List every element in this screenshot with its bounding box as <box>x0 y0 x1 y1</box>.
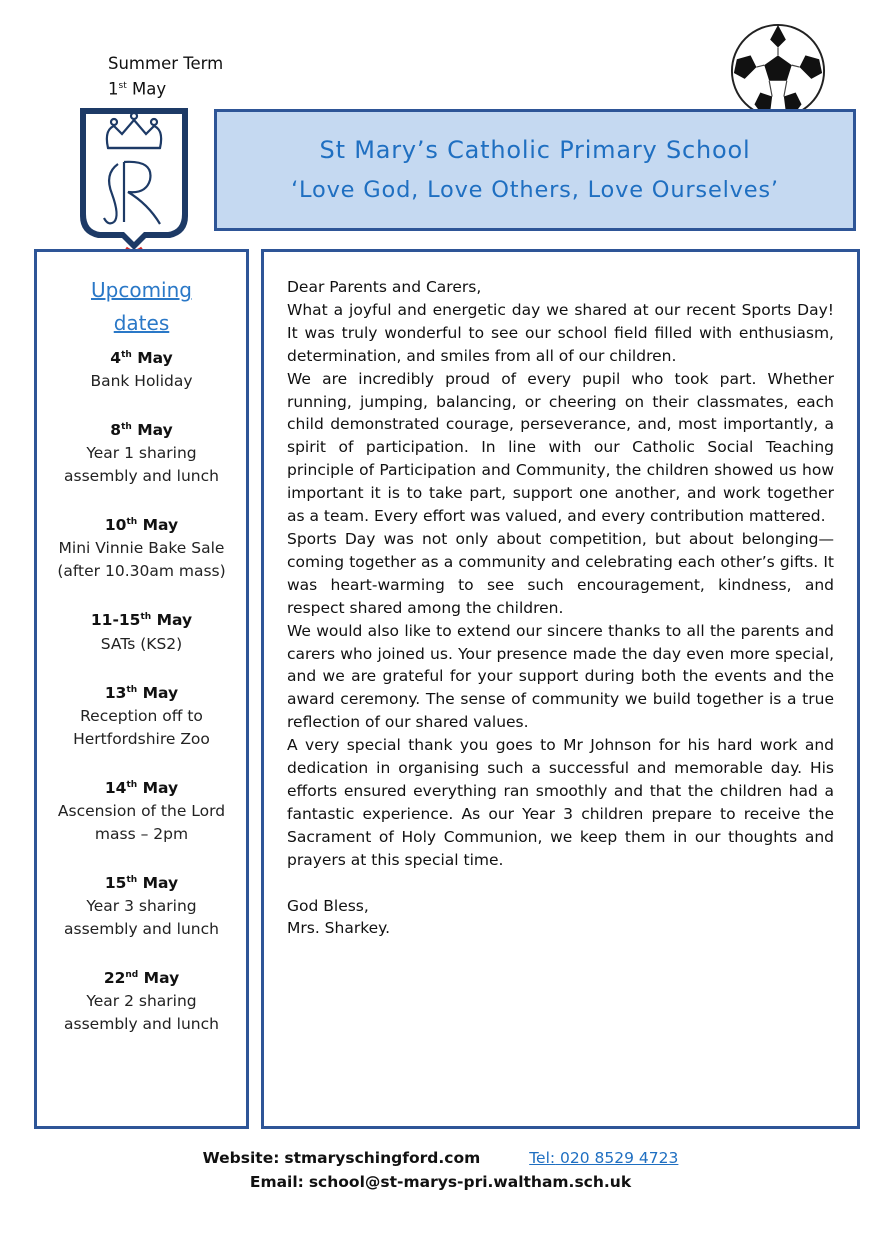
letter-closing: God Bless, <box>287 896 369 915</box>
event-month: May <box>156 611 193 630</box>
event-date <box>37 964 246 990</box>
term-date <box>108 52 223 101</box>
event-day: 14 <box>104 778 127 797</box>
event-item <box>37 964 246 1036</box>
letter-signoff <box>287 895 834 941</box>
event-description: Ascension of the Lord mass – 2pm <box>57 801 226 843</box>
footer-line-2 <box>0 1170 881 1194</box>
event-item <box>37 344 246 393</box>
term-label: Summer Term <box>108 54 224 73</box>
event-day-suffix: th <box>126 874 138 885</box>
event-day-suffix: th <box>126 684 138 695</box>
event-item <box>37 511 246 583</box>
event-item <box>37 416 246 488</box>
event-day: 13 <box>104 683 127 702</box>
event-day-suffix: th <box>126 517 138 528</box>
event-month: May <box>142 516 179 535</box>
issue-date-day: 1 <box>108 79 119 99</box>
event-list <box>37 344 246 1036</box>
event-item <box>37 774 246 846</box>
event-day: 11-15 <box>90 611 141 630</box>
telephone-label: Tel: <box>529 1149 556 1167</box>
event-day-suffix: th <box>121 350 132 360</box>
footer-line-1 <box>0 1146 881 1170</box>
event-description: Bank Holiday <box>90 372 193 391</box>
event-date <box>37 869 246 895</box>
football-icon <box>729 22 827 120</box>
school-crest-logo <box>74 104 194 252</box>
letter-paragraph: What a joyful and energetic day we shared at our recent Sports Day! It was truly wonderful to see our school field filled with enthusiasm, determination, and smiles from all of our children. <box>287 300 834 365</box>
school-banner <box>214 109 856 231</box>
event-month: May <box>143 969 180 988</box>
letter-paragraph: We are incredibly proud of every pupil who took part. Whether running, jumping, balancing, or cheering on their classmates, each child demonstrated courage, perseverance, and, most importantly, a spirit of participation. In line with our Catholic Social Teaching principle of Participation and Community, the children showed us how important it is to take part, support one another, and work together as a team. Every effort was valued, and every contribution mattered. <box>287 369 834 526</box>
event-month: May <box>137 349 173 368</box>
website-link[interactable]: stmaryschingford.com <box>284 1149 481 1167</box>
event-description: Year 1 sharing assembly and lunch <box>64 444 219 486</box>
event-description: SATs (KS2) <box>100 634 183 653</box>
event-day: 4 <box>110 349 122 368</box>
telephone-number: 020 8529 4723 <box>560 1149 679 1167</box>
event-date <box>37 774 246 800</box>
event-description: Year 3 sharing assembly and lunch <box>64 897 219 939</box>
school-motto: ‘Love God, Love Others, Love Ourselves’ <box>291 177 779 203</box>
school-name: St Mary’s Catholic Primary School <box>319 136 751 164</box>
telephone-link[interactable] <box>529 1149 678 1167</box>
event-month: May <box>142 683 179 702</box>
letter-signature: Mrs. Sharkey. <box>287 919 391 938</box>
issue-date-suffix: st <box>118 81 127 91</box>
event-date <box>37 511 246 537</box>
event-item <box>37 679 246 751</box>
event-day-suffix: nd <box>125 970 139 981</box>
event-day-suffix: th <box>126 779 138 790</box>
issue-date-month: May <box>131 79 167 99</box>
event-date <box>37 416 246 442</box>
event-date <box>37 606 246 632</box>
footer <box>0 1146 881 1194</box>
website-label: Website: <box>202 1149 280 1167</box>
event-description: Mini Vinnie Bake Sale (after 10.30am mass) <box>57 539 226 581</box>
event-day: 15 <box>104 874 127 893</box>
event-day-suffix: th <box>140 612 152 623</box>
event-day: 8 <box>110 421 122 440</box>
event-month: May <box>142 778 179 797</box>
letter-paragraph: Sports Day was not only about competition, but about belonging—coming together as a community and celebrating each other’s gifts. It was heart-warming to see such encouragement, kindness, and respect shared among the children. <box>287 529 834 617</box>
issue-date <box>108 75 223 101</box>
event-description: Reception off to Hertfordshire Zoo <box>73 706 210 748</box>
event-month: May <box>142 874 179 893</box>
email-link[interactable]: school@st-marys-pri.waltham.sch.uk <box>308 1173 632 1191</box>
letter-greeting: Dear Parents and Carers, <box>287 278 482 296</box>
event-day: 10 <box>104 516 127 535</box>
letter-paragraph: We would also like to extend our sincere thanks to all the parents and carers who joined us. Your presence made the day even more special, and we are grateful for your support during both the events and the award ceremony. The sense of community we build together is a true reflection of our shared values. <box>287 621 834 732</box>
event-day: 22 <box>103 969 126 988</box>
event-day-suffix: th <box>121 422 132 433</box>
upcoming-dates-heading: Upcoming dates <box>91 278 192 335</box>
event-month: May <box>137 421 173 440</box>
event-date <box>37 679 246 705</box>
event-date <box>37 344 246 370</box>
letter-panel <box>261 249 860 1129</box>
upcoming-dates-panel <box>34 249 249 1129</box>
letter-paragraph: A very special thank you goes to Mr Johnson for his hard work and dedication in organising such a successful and memorable day. His efforts ensured everything ran smoothly and that the children had a fantastic experience. As our Year 3 children prepare to receive the Sacrament of Holy Communion, we keep them in our thoughts and prayers at this special time. <box>287 736 834 869</box>
event-description: Year 2 sharing assembly and lunch <box>64 992 219 1034</box>
email-label: Email: <box>249 1173 304 1191</box>
event-item <box>37 606 246 655</box>
event-item <box>37 869 246 941</box>
